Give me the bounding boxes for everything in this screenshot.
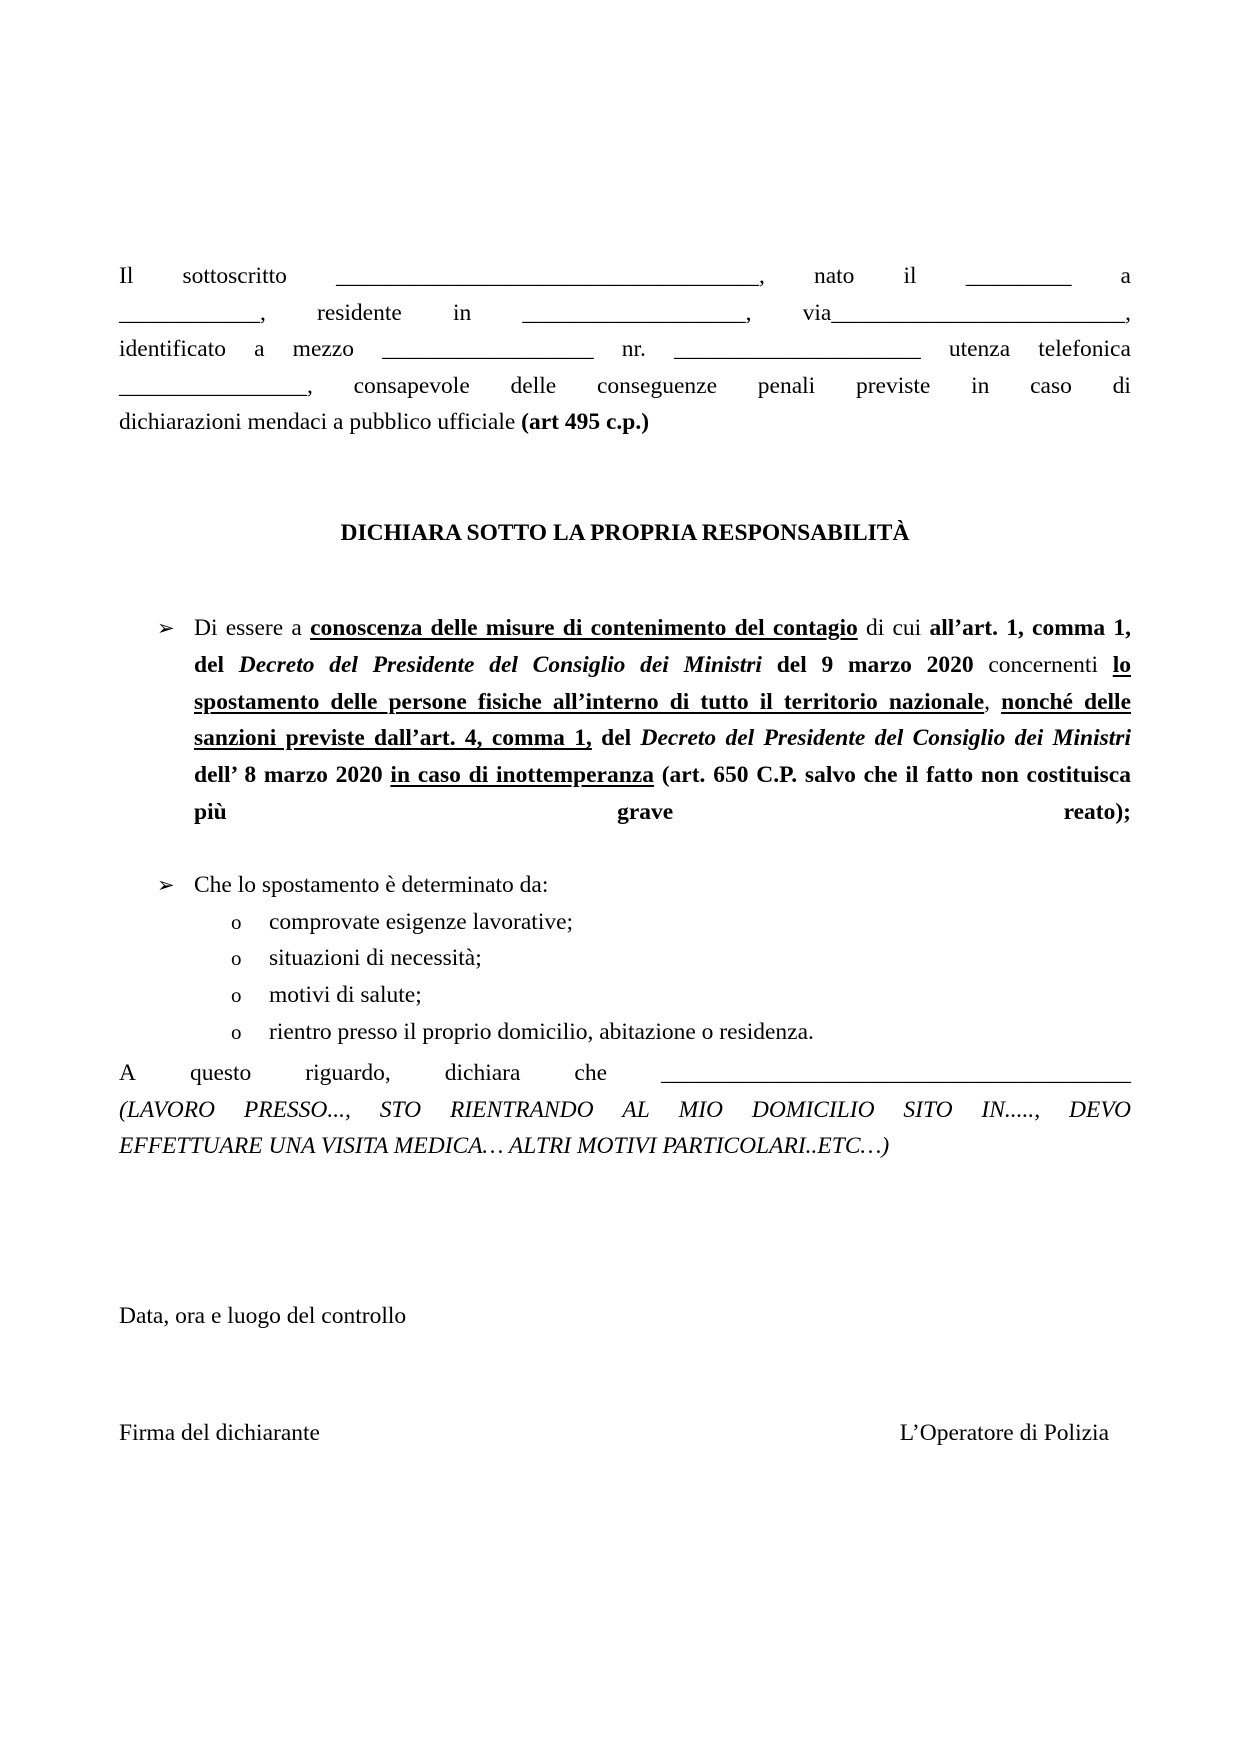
control-date-label: Data, ora e luogo del controllo	[119, 1303, 407, 1329]
birth-place-field[interactable]: ____________,	[119, 299, 266, 326]
phone-field[interactable]: ________________,	[119, 372, 313, 399]
intro-line-1: Il sottoscritto ____________________________________, nato il _________ a	[119, 258, 1131, 295]
birth-date-field[interactable]: _________	[965, 263, 1072, 289]
regard-line-3: EFFETTUARE UNA VISITA MEDICA… ALTRI MOTIVI PARTICOLARI..ETC…)	[119, 1133, 890, 1159]
name-field[interactable]: ____________________________________,	[336, 263, 765, 289]
intro-line-5: dichiarazioni mendaci a pubblico ufficiale (art 495 c.p.)	[119, 409, 650, 435]
circle-bullet-icon: o	[231, 909, 242, 934]
declaration-title: DICHIARA SOTTO LA PROPRIA RESPONSABILITÀ	[340, 520, 910, 546]
circle-bullet-icon: o	[231, 983, 242, 1008]
arrow-bullet-icon: ➢	[157, 872, 175, 897]
street-field[interactable]: via_________________________,	[802, 299, 1131, 326]
declaration-bullets	[119, 610, 1131, 1051]
circle-bullet-icon: o	[231, 1019, 242, 1044]
circle-bullet-icon: o	[231, 946, 242, 971]
signatures-row	[119, 1420, 1109, 1447]
reason-detail-field[interactable]: ________________________________________	[661, 1060, 1131, 1086]
reason-option-return-home[interactable]: o rientro presso il proprio domicilio, abitazione o residenza.	[231, 1014, 1131, 1051]
arrow-bullet-icon: ➢	[157, 616, 175, 640]
regard-line-2: (LAVORO PRESSO..., STO RIENTRANDO AL MIO DOMICILIO SITO IN....., DEVO	[119, 1096, 1131, 1123]
bullet-awareness: ➢ Di essere a conoscenza delle misure di contenimento del contagio di cui all’art. 1, comma 1, del Decreto del Presidente del Consiglio dei Ministri del 9 marzo 2020 concernenti lo spostamento delle persone fisiche all’interno di tutto il territorio nazionale, nonché delle sanzioni previste dall’art. 4, comma 1, del Decreto del Presidente del Consiglio dei Ministri dell’ 8 marzo 2020 in caso di inottemperanza (art. 650 C.P. salvo che il fatto non costituisca più grave reato);	[119, 610, 1131, 831]
bullet-reason: ➢ Che lo spostamento è determinato da:	[119, 867, 1131, 904]
intro-line-2: ____________, residente in ___________________, via_________________________,	[119, 295, 1131, 332]
reason-option-health[interactable]: o motivi di salute;	[231, 977, 1131, 1014]
declarant-info	[119, 258, 1131, 441]
regard-section	[119, 1055, 1131, 1165]
reason-option-necessity[interactable]: o situazioni di necessità;	[231, 940, 1131, 977]
residence-field[interactable]: ___________________,	[522, 299, 752, 326]
penal-code-ref: (art 495 c.p.)	[521, 409, 650, 435]
id-number-field[interactable]: _____________________	[673, 336, 921, 362]
id-document-field[interactable]: __________________	[382, 336, 594, 362]
intro-line-3: identificato a mezzo __________________ nr. _____________________ utenza telefonica	[119, 331, 1131, 368]
regard-line-1: A questo riguardo, dichiara che ________________________________________	[119, 1055, 1131, 1092]
intro-line-4: ________________, consapevole delle conseguenze penali previste in caso di	[119, 368, 1131, 405]
reason-option-work[interactable]: o comprovate esigenze lavorative;	[231, 904, 1131, 941]
reason-options	[119, 904, 1131, 1051]
declarant-signature-label: Firma del dichiarante	[119, 1420, 320, 1446]
police-officer-label: L’Operatore di Polizia	[899, 1420, 1109, 1446]
